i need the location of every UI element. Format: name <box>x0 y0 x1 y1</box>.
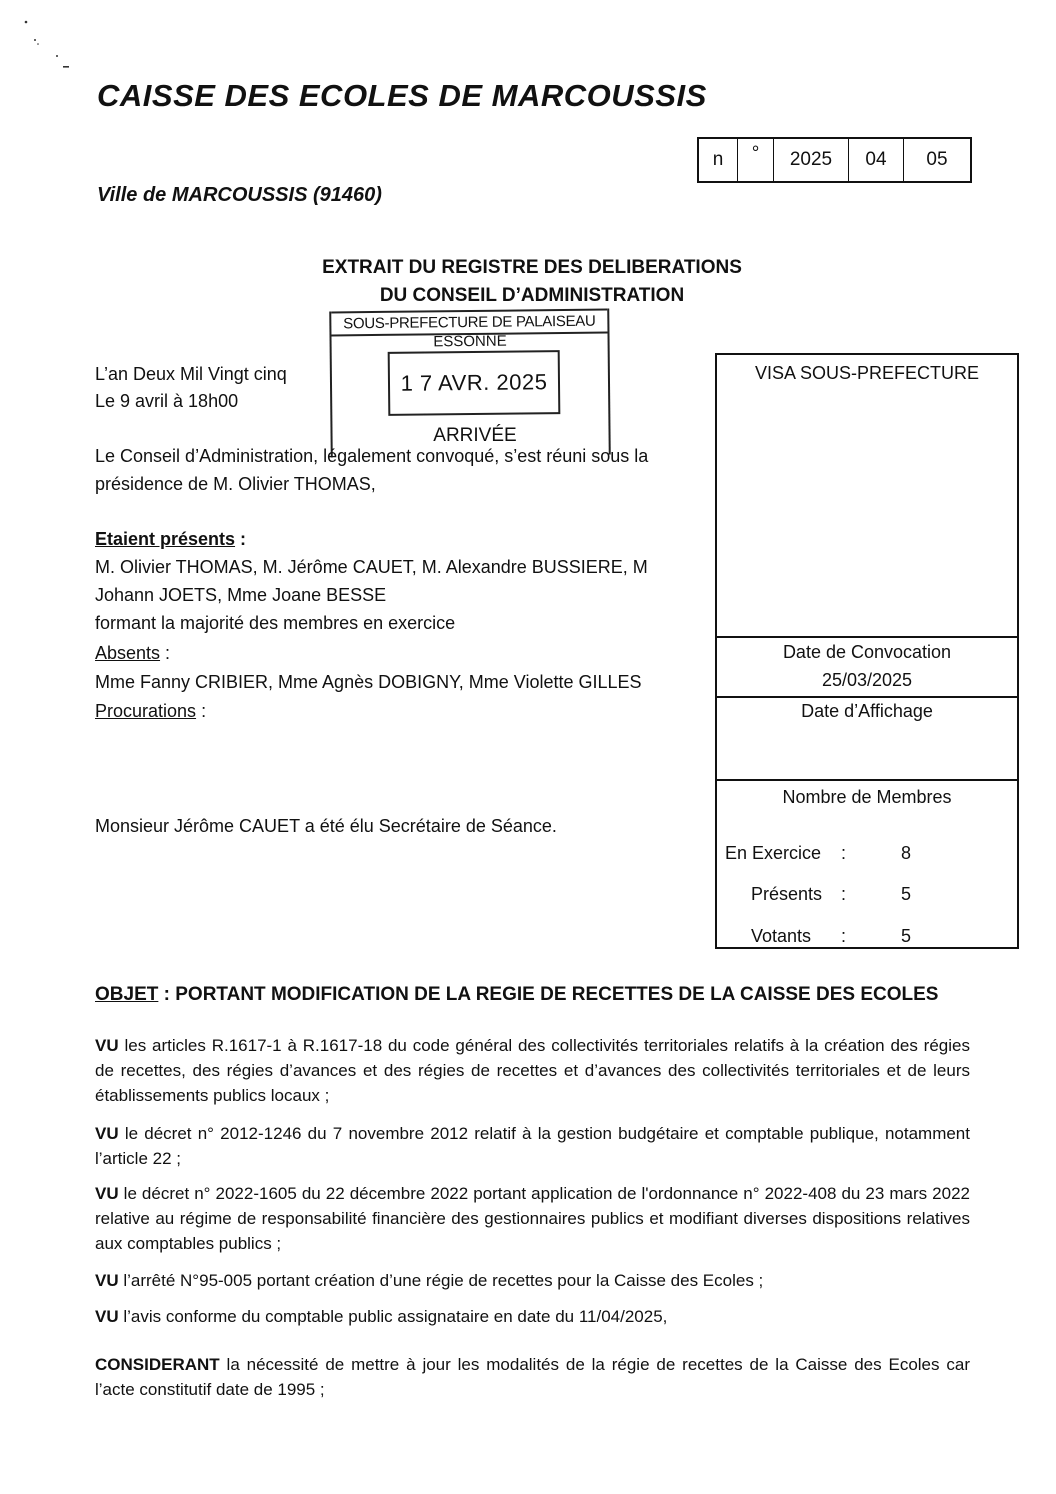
deliberation-number-box <box>697 137 972 183</box>
consideration-text: les articles R.1617-1 à R.1617-18 du code général des collectivités territoriales relatifs à la création des régies de recettes, des régies d’avances et des régies de recettes et d’avances des collectivités territoriales et de leurs établissements publics locaux ; <box>95 1036 970 1105</box>
document-title: CAISSE DES ECOLES DE MARCOUSSIS <box>97 78 707 113</box>
members-row-value: 5 <box>901 926 912 946</box>
number-cell: 2025 <box>774 139 849 181</box>
register-heading <box>232 254 832 310</box>
number-cell: 05 <box>926 149 948 170</box>
members-row-label: Présents <box>751 884 823 904</box>
panel-divider <box>717 696 1017 698</box>
consideration-text: l’avis conforme du comptable public assignataire en date du 11/04/2025, <box>118 1307 668 1326</box>
present-list: M. Olivier THOMAS, M. Jérôme CAUET, M. Alexandre BUSSIERE, M <box>95 557 648 577</box>
absent-list: Mme Fanny CRIBIER, Mme Agnès DOBIGNY, Mme Violette GILLES <box>95 672 642 692</box>
members-row <box>751 884 911 905</box>
visa-panel <box>715 353 1019 949</box>
proxy-colon: : <box>196 701 207 721</box>
register-heading-line: DU CONSEIL D’ADMINISTRATION <box>379 285 685 306</box>
consideration-paragraph <box>95 1033 970 1108</box>
present-list: Johann JOETS, Mme Joane BESSE <box>95 585 387 605</box>
members-row-value: 8 <box>901 843 912 863</box>
meeting-year: L’an Deux Mil Vingt cinq <box>95 364 287 384</box>
consideration-paragraph <box>95 1181 970 1256</box>
consideration-text: la nécessité de mettre à jour les modalités de la régie de recettes de la Caisse des Ecoles car l’acte constitutif date de 1995 ; <box>95 1355 970 1399</box>
document-subtitle: Ville de MARCOUSSIS (91460) <box>97 184 382 206</box>
absent-heading <box>95 639 170 667</box>
members-row-label: En Exercice <box>725 843 822 863</box>
convocation-label: Date de Convocation <box>782 642 952 662</box>
scan-specks <box>20 18 80 78</box>
consideration-paragraph <box>95 1352 970 1402</box>
consideration-text: le décret n° 2022-1605 du 22 décembre 2022 portant application de l'ordonnance n° 2022-408 du 23 mars 2022 relative au régime de responsabilité financière des gestionnaires publics et modifiant diverses dispositions relatives aux comptables publics ; <box>95 1184 970 1253</box>
members-row <box>725 843 911 864</box>
convocation-date: 25/03/2025 <box>821 670 913 690</box>
panel-divider <box>717 779 1017 781</box>
consideration-paragraph <box>95 1304 970 1329</box>
members-row <box>751 926 911 947</box>
members-row-colon: : <box>841 926 847 946</box>
affichage-label: Date d’Affichage <box>801 701 933 721</box>
convened-line: présidence de M. Olivier THOMAS, <box>95 474 376 494</box>
number-cell: 04 <box>849 139 904 181</box>
number-cell: n <box>699 139 738 181</box>
number-cell: ° <box>738 139 774 181</box>
consideration-text: l’arrêté N°95-005 portant création d’une régie de recettes pour la Caisse des Ecoles ; <box>118 1271 764 1290</box>
consideration-lead: VU <box>95 1036 119 1055</box>
convened-line: Le Conseil d’Administration, légalement convoqué, s’est réuni sous la <box>95 446 649 466</box>
members-row-label: Votants <box>751 926 812 946</box>
object-text: : PORTANT MODIFICATION DE LA REGIE DE RECETTES DE LA CAISSE DES ECOLES <box>158 984 939 1005</box>
consideration-lead: VU <box>95 1271 119 1290</box>
object-heading <box>95 984 938 1006</box>
consideration-paragraph <box>95 1268 970 1293</box>
consideration-lead: VU <box>95 1307 119 1326</box>
present-label: Etaient présents <box>95 529 236 549</box>
proxy-heading <box>95 697 206 725</box>
members-title: Nombre de Membres <box>782 787 952 807</box>
consideration-paragraph <box>95 1121 970 1171</box>
absent-label: Absents <box>95 643 161 663</box>
stamp-office: SOUS-PREFECTURE DE PALAISEAU <box>331 309 607 337</box>
members-row-colon: : <box>841 843 847 863</box>
secretary-line: Monsieur Jérôme CAUET a été élu Secrétaire de Séance. <box>95 816 557 836</box>
consideration-text: le décret n° 2012-1246 du 7 novembre 2012 relatif à la gestion budgétaire et comptable publique, notamment l’article 22 ; <box>95 1124 970 1168</box>
meeting-date: Le 9 avril à 18h00 <box>95 391 239 411</box>
object-label: OBJET <box>95 984 159 1005</box>
present-colon: : <box>235 529 247 549</box>
members-row-colon: : <box>841 884 847 904</box>
majority-line: formant la majorité des membres en exercice <box>95 613 456 633</box>
absent-colon: : <box>160 643 171 663</box>
members-row-value: 5 <box>901 884 912 904</box>
register-heading-line: EXTRAIT DU REGISTRE DES DELIBERATIONS <box>322 257 742 278</box>
stamp-date: 1 7 AVR. 2025 <box>388 350 561 416</box>
panel-divider <box>717 636 1017 638</box>
consideration-lead: VU <box>95 1184 119 1203</box>
present-heading <box>95 525 246 553</box>
proxy-label: Procurations <box>95 701 197 721</box>
visa-title: VISA SOUS-PREFECTURE <box>754 363 980 383</box>
stamp-arrival-label: ARRIVÉE <box>433 425 517 446</box>
stamp-department: ESSONNE <box>433 332 507 351</box>
consideration-lead: CONSIDERANT <box>95 1355 220 1374</box>
consideration-lead: VU <box>95 1124 119 1143</box>
